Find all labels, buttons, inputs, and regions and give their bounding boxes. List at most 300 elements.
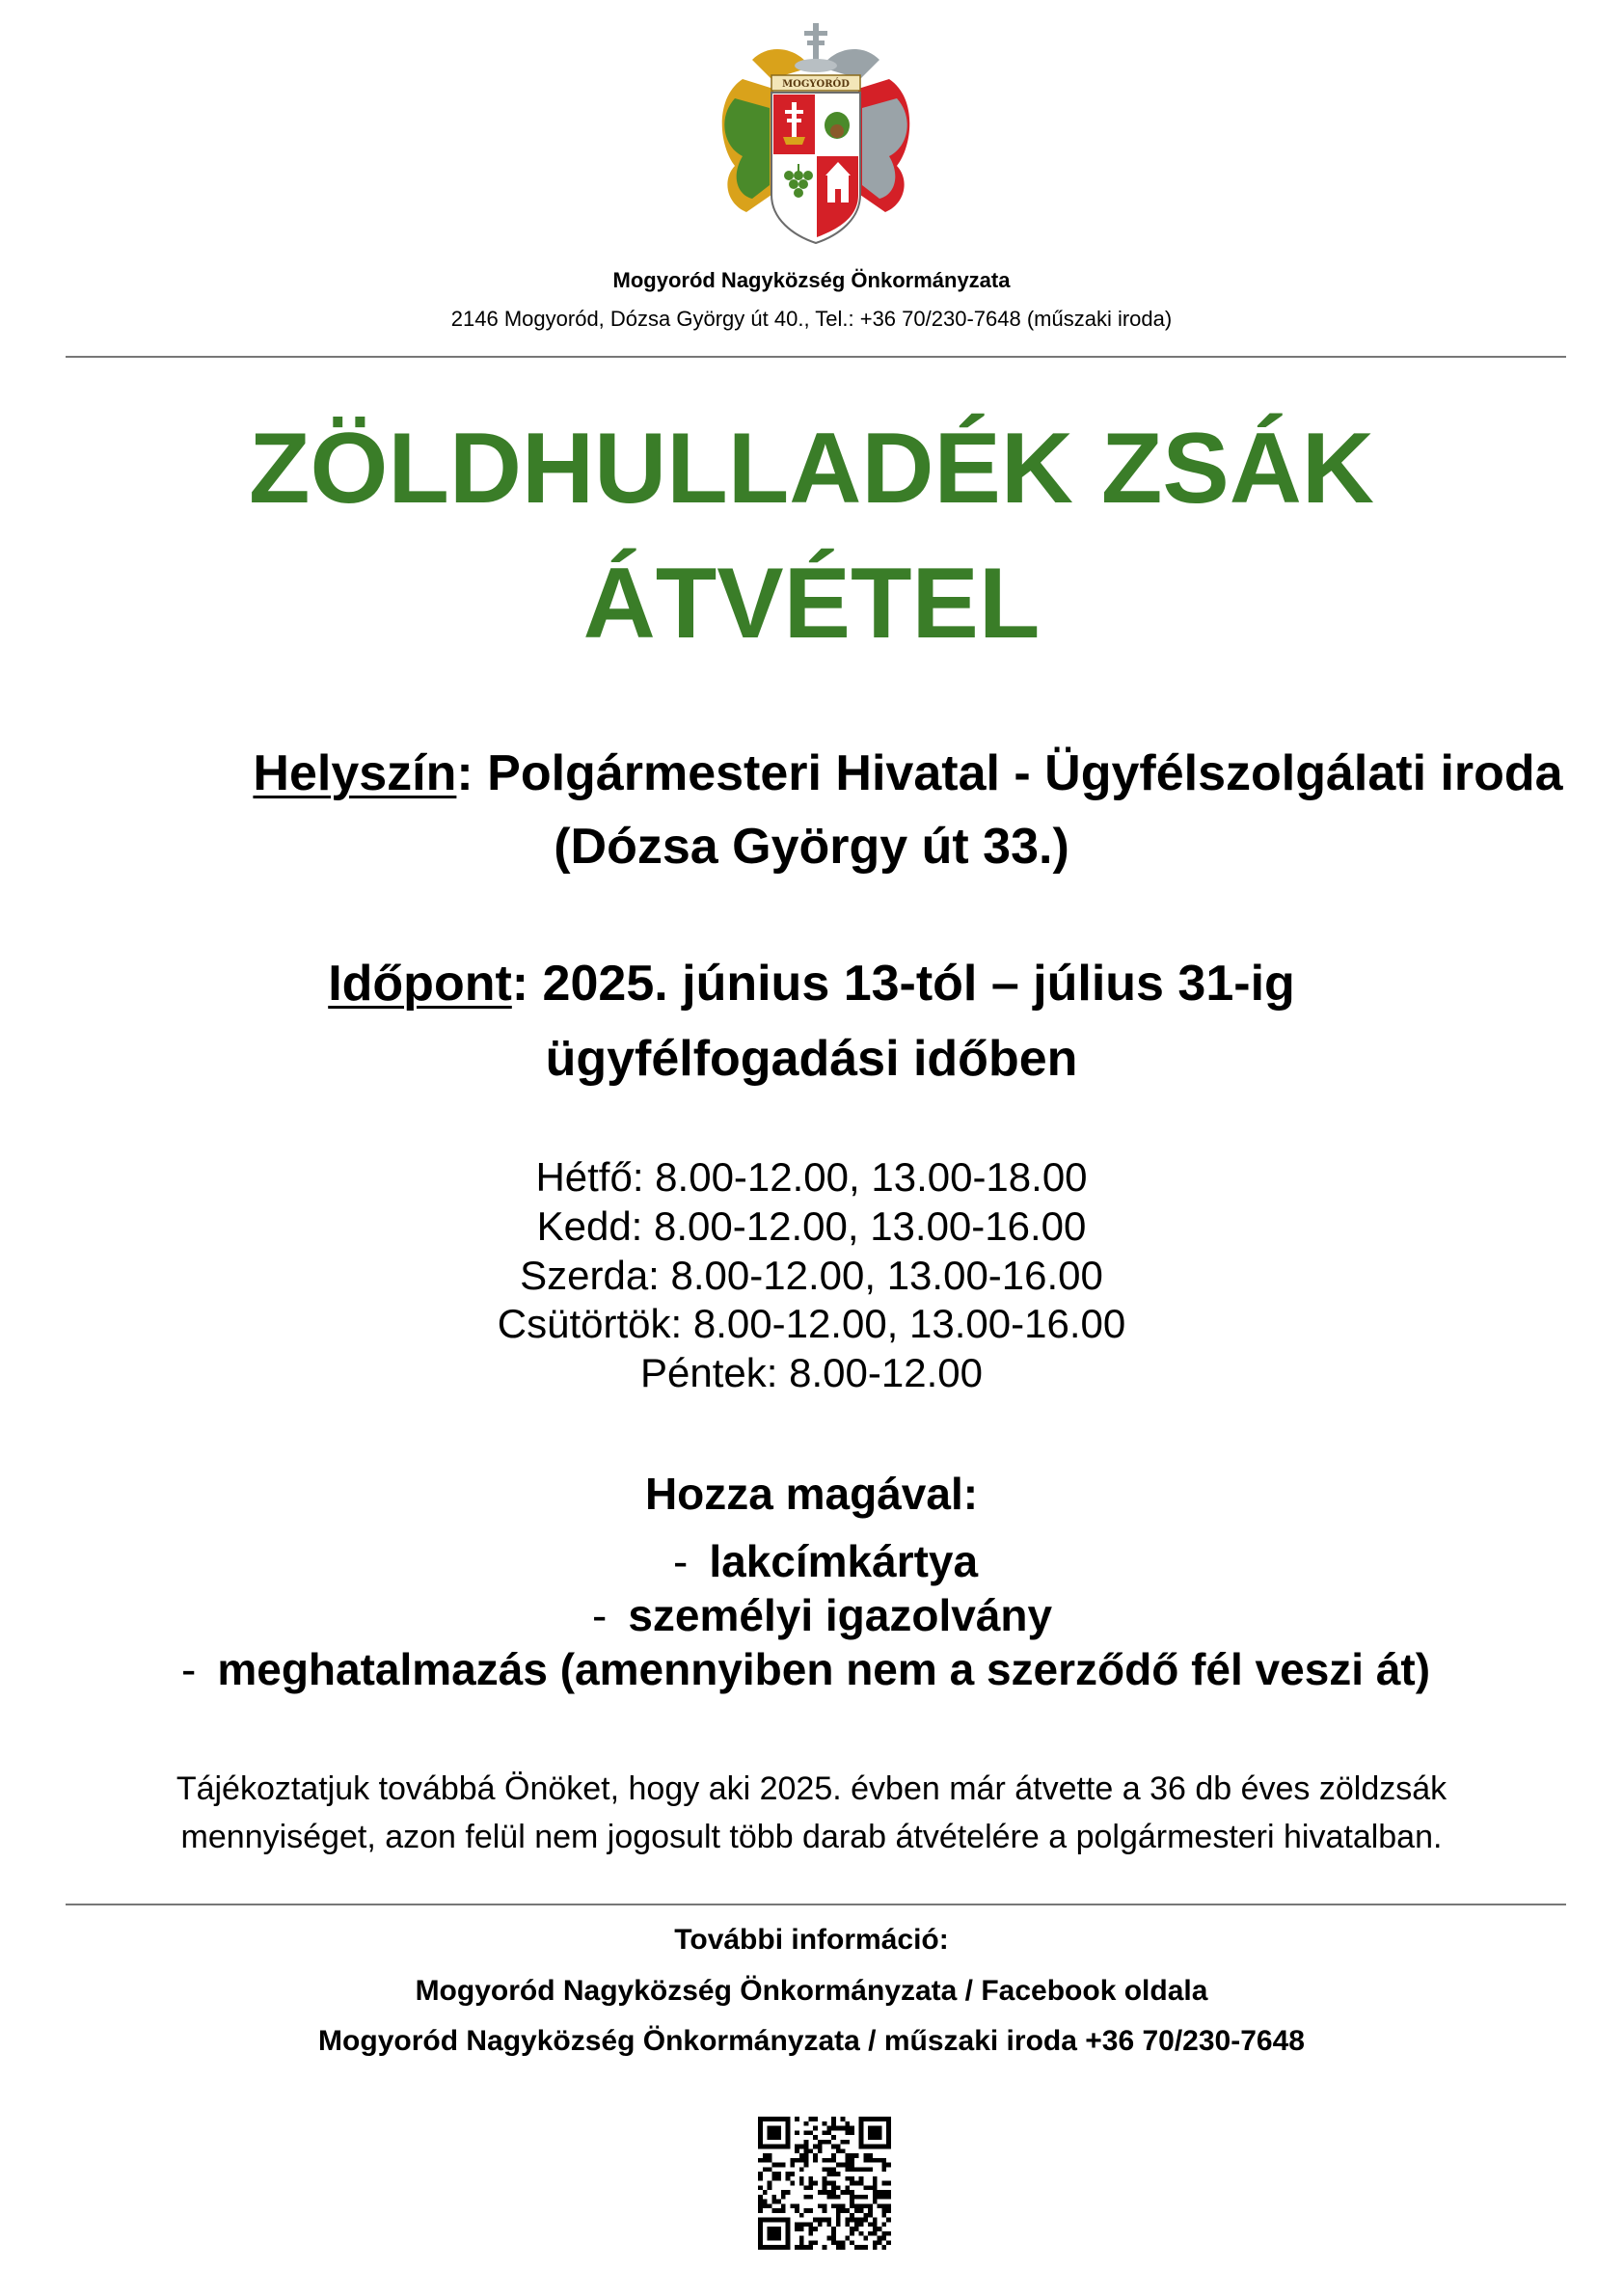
qr-module [758,2240,763,2245]
qr-module [873,2200,878,2204]
qr-module [841,2148,846,2153]
qr-module [799,2236,804,2241]
bring-item [673,1536,979,1586]
qr-module [836,2126,841,2131]
qr-module [836,2208,841,2213]
qr-module [881,2190,886,2195]
qr-module [804,2195,809,2200]
qr-module [886,2208,891,2213]
qr-module [845,2126,850,2131]
coat-of-arms-icon [714,21,918,245]
qr-module [790,2172,795,2176]
qr-module [781,2117,786,2121]
qr-module [768,2185,772,2190]
qr-module [868,2213,873,2218]
qr-module [804,2245,809,2250]
qr-module [804,2130,809,2135]
bring-item [181,1644,1431,1694]
organization-address: 2146 Mogyoród, Dózsa György út 40., Tel.: +36 70/230-7648 (műszaki iroda) [450,307,1173,331]
qr-module [863,2245,868,2250]
bring-item-text: lakcímkártya [709,1536,979,1586]
qr-module [826,2130,831,2135]
qr-module [841,2163,846,2168]
qr-module [881,2163,886,2168]
qr-module [831,2203,836,2208]
qr-module [808,2240,813,2245]
qr-module [863,2158,868,2163]
qr-module [763,2145,768,2149]
qr-module [795,2227,799,2231]
qr-module [776,2172,781,2176]
qr-module [823,2140,827,2145]
qr-module [868,2126,873,2131]
qr-module [804,2222,809,2227]
qr-module [850,2158,854,2163]
qr-module [826,2181,831,2186]
qr-module [859,2231,864,2236]
qr-module [813,2240,818,2245]
bring-item [592,1590,1053,1640]
qr-module [768,2181,772,2186]
location-address: (Dózsa György út 33.) [554,819,1069,875]
qr-module [758,2121,763,2126]
qr-module [878,2236,882,2241]
location-value: : Polgármesteri Hivatal - Ügyfélszolgálati iroda [456,745,1563,801]
qr-module [881,2158,886,2163]
qr-module [823,2218,827,2223]
qr-module [763,2203,768,2208]
qr-module [795,2245,799,2250]
qr-module [823,2181,827,2186]
qr-module [768,2245,772,2250]
qr-module [836,2218,841,2223]
qr-module [850,2167,854,2172]
qr-module [831,2167,836,2172]
qr-module [808,2222,813,2227]
qr-module [850,2163,854,2168]
qr-module [873,2245,878,2250]
location-line [96,745,1623,801]
qr-module [850,2200,854,2204]
qr-module [881,2145,886,2149]
qr-module [878,2145,882,2149]
qr-code-icon[interactable] [758,2117,891,2250]
hours-thursday: Csütörtök: 8.00-12.00, 13.00-16.00 [497,1301,1126,1346]
qr-module [799,2158,804,2163]
qr-module [863,2213,868,2218]
qr-module [859,2167,864,2172]
footer-heading: További információ: [674,1924,949,1956]
qr-module [813,2158,818,2163]
qr-module [804,2140,809,2145]
qr-module [808,2130,813,2135]
qr-module [886,2203,891,2208]
qr-module [841,2240,846,2245]
crest-banner-text: MOGYORÓD [782,79,850,90]
qr-module [868,2145,873,2149]
qr-module [771,2130,776,2135]
qr-module [768,2218,772,2223]
bottom-divider [66,1904,1566,1905]
qr-module [845,2176,850,2181]
qr-module [845,2185,850,2190]
qr-module [873,2227,878,2231]
qr-module [845,2158,850,2163]
qr-module [831,2126,836,2131]
qr-module [845,2222,850,2227]
qr-module [781,2218,786,2223]
qr-module [845,2167,850,2172]
qr-module [841,2208,846,2213]
qr-module [845,2208,850,2213]
qr-module [850,2190,854,2195]
qr-module [786,2231,791,2236]
qr-module [863,2195,868,2200]
qr-module [823,2185,827,2190]
qr-module [826,2222,831,2227]
qr-module [886,2140,891,2145]
qr-module [804,2153,809,2158]
qr-module [826,2218,831,2223]
qr-module [808,2195,813,2200]
qr-module [808,2181,813,2186]
qr-module [854,2203,859,2208]
qr-module [878,2130,882,2135]
qr-module [776,2218,781,2223]
qr-module [881,2195,886,2200]
qr-module [799,2153,804,2158]
qr-module [881,2181,886,2186]
footer-office: Mogyoród Nagyközség Önkormányzata / műszaki iroda +36 70/230-7648 [318,2025,1305,2057]
qr-module [804,2185,809,2190]
qr-module [826,2167,831,2172]
qr-module [859,2181,864,2186]
qr-module [886,2163,891,2168]
qr-module [808,2176,813,2181]
qr-module [881,2245,886,2250]
qr-module [818,2148,823,2153]
qr-module [781,2245,786,2250]
qr-module [799,2145,804,2149]
qr-module [859,2176,864,2181]
qr-module [786,2222,791,2227]
qr-module [799,2227,804,2231]
qr-module [878,2227,882,2231]
qr-module [776,2208,781,2213]
qr-module [758,2218,763,2223]
hours-tuesday: Kedd: 8.00-12.00, 13.00-16.00 [536,1203,1087,1249]
bring-item-text: személyi igazolvány [628,1590,1053,1640]
qr-module [886,2240,891,2245]
qr-module [823,2245,827,2250]
qr-module [804,2158,809,2163]
qr-module [868,2167,873,2172]
qr-module [758,2126,763,2131]
qr-module [790,2181,795,2186]
qr-module [781,2190,786,2195]
qr-module [831,2121,836,2126]
bring-title: Hozza magával: [644,1469,979,1519]
qr-module [868,2158,873,2163]
time-value: : 2025. június 13-tól – július 31-ig [511,956,1295,1012]
qr-module [878,2203,882,2208]
qr-module [776,2117,781,2121]
qr-module [813,2117,818,2121]
qr-module [795,2208,799,2213]
qr-module [776,2245,781,2250]
qr-module [854,2227,859,2231]
qr-module [836,2195,841,2200]
qr-module [776,2176,781,2181]
qr-module [850,2227,854,2231]
qr-module [841,2190,846,2195]
qr-module [776,2231,781,2236]
qr-module [831,2227,836,2231]
qr-module [831,2240,836,2245]
qr-module [758,2227,763,2231]
qr-module [886,2117,891,2121]
qr-module [804,2121,809,2126]
qr-module [859,2140,864,2145]
hours-friday: Péntek: 8.00-12.00 [640,1350,983,1395]
qr-module [878,2195,882,2200]
qr-module [781,2203,786,2208]
qr-module [873,2240,878,2245]
qr-module [799,2213,804,2218]
qr-module [771,2163,776,2168]
qr-module [868,2203,873,2208]
qr-module [886,2190,891,2195]
qr-module [845,2153,850,2158]
qr-module [776,2163,781,2168]
qr-module [771,2135,776,2140]
qr-module [886,2130,891,2135]
qr-module [836,2240,841,2245]
qr-module [845,2163,850,2168]
qr-module [826,2190,831,2195]
qr-module [859,2203,864,2208]
bullet-dash: - [592,1590,608,1640]
qr-module [854,2195,859,2200]
qr-module [818,2190,823,2195]
qr-module [790,2163,795,2168]
qr-module [850,2240,854,2245]
qr-module [886,2181,891,2186]
qr-module [758,2245,763,2250]
qr-module [863,2185,868,2190]
location-label: Helyszín [253,745,457,801]
qr-module [795,2222,799,2227]
qr-module [881,2236,886,2241]
qr-module [813,2227,818,2231]
qr-module [868,2135,873,2140]
qr-module [771,2200,776,2204]
qr-module [850,2181,854,2186]
qr-module [845,2218,850,2223]
qr-module [804,2148,809,2153]
organization-name: Mogyoród Nagyközség Önkormányzata [612,268,1011,292]
qr-module [795,2158,799,2163]
qr-module [813,2181,818,2186]
top-divider [66,356,1566,358]
qr-module [758,2135,763,2140]
qr-module [841,2117,846,2121]
qr-module [768,2227,772,2231]
qr-module [868,2222,873,2227]
qr-module [768,2231,772,2236]
qr-module [771,2172,776,2176]
qr-module [808,2227,813,2231]
qr-module [768,2153,772,2158]
qr-module [850,2231,854,2236]
notice-line2: mennyiséget, azon felül nem jogosult több darab átvételére a polgármesteri hivatalban. [180,1819,1443,1855]
qr-module [850,2218,854,2223]
qr-module [850,2203,854,2208]
qr-module [886,2126,891,2131]
qr-module [881,2203,886,2208]
qr-module [795,2117,799,2121]
qr-module [831,2153,836,2158]
qr-module [786,2140,791,2145]
qr-module [823,2203,827,2208]
qr-module [836,2145,841,2149]
qr-module [786,2121,791,2126]
qr-module [868,2117,873,2121]
qr-module [886,2218,891,2223]
qr-module [886,2231,891,2236]
qr-module [786,2130,791,2135]
qr-module [776,2135,781,2140]
qr-module [823,2190,827,2195]
qr-module [771,2227,776,2231]
qr-module [863,2167,868,2172]
qr-module [845,2236,850,2241]
qr-module [771,2176,776,2181]
page-title-line2: ÁTVÉTEL [582,548,1041,660]
qr-module [826,2158,831,2163]
qr-module [859,2208,864,2213]
qr-module [818,2140,823,2145]
qr-module [854,2245,859,2250]
qr-module [854,2181,859,2186]
qr-module [836,2213,841,2218]
qr-module [854,2153,859,2158]
qr-module [831,2117,836,2121]
qr-module [873,2135,878,2140]
qr-module [768,2117,772,2121]
qr-module [776,2126,781,2131]
qr-module [831,2185,836,2190]
qr-module [763,2153,768,2158]
qr-module [886,2145,891,2149]
qr-module [878,2240,882,2245]
qr-module [799,2240,804,2245]
footer-facebook: Mogyoród Nagyközség Önkormányzata / Facebook oldala [415,1975,1208,2007]
qr-module [823,2208,827,2213]
qr-module [786,2126,791,2131]
qr-module [786,2240,791,2245]
qr-module [808,2148,813,2153]
qr-module [758,2231,763,2236]
qr-module [758,2200,763,2204]
qr-module [758,2172,763,2176]
qr-module [881,2213,886,2218]
qr-module [850,2130,854,2135]
qr-module [768,2236,772,2241]
qr-module [795,2203,799,2208]
qr-module [845,2140,850,2145]
qr-module [781,2145,786,2149]
qr-module [863,2236,868,2241]
qr-module [808,2117,813,2121]
qr-module [873,2231,878,2236]
qr-module [863,2117,868,2121]
qr-module [758,2176,763,2181]
qr-module [886,2121,891,2126]
qr-module [845,2190,850,2195]
qr-module [786,2190,791,2195]
qr-module [854,2167,859,2172]
qr-module [873,2185,878,2190]
qr-module [823,2121,827,2126]
qr-module [768,2145,772,2149]
page-title-line1: ZÖLDHULLADÉK ZSÁK [248,413,1374,525]
qr-module [881,2231,886,2236]
qr-module [799,2181,804,2186]
qr-module [768,2130,772,2135]
qr-module [881,2222,886,2227]
qr-module [836,2163,841,2168]
qr-module [873,2190,878,2195]
qr-module [763,2158,768,2163]
qr-module [886,2195,891,2200]
qr-module [786,2227,791,2231]
qr-module [886,2135,891,2140]
notice-line1: Tájékoztatjuk továbbá Önöket, hogy aki 2025. évben már átvette a 36 db éves zöldzsák [176,1770,1447,1807]
bullet-dash: - [673,1536,689,1586]
qr-module [831,2231,836,2236]
qr-module [771,2126,776,2131]
qr-module [781,2195,786,2200]
qr-module [826,2140,831,2145]
qr-module [758,2145,763,2149]
qr-module [818,2203,823,2208]
qr-module [836,2203,841,2208]
qr-module [826,2126,831,2131]
qr-module [831,2158,836,2163]
qr-module [768,2203,772,2208]
qr-module [758,2208,763,2213]
qr-module [771,2231,776,2236]
qr-module [795,2130,799,2135]
qr-module [771,2208,776,2213]
qr-module [873,2176,878,2181]
qr-module [863,2203,868,2208]
qr-module [763,2245,768,2250]
qr-module [831,2195,836,2200]
qr-module [799,2245,804,2250]
qr-module [863,2145,868,2149]
qr-module [795,2145,799,2149]
qr-module [781,2163,786,2168]
qr-module [863,2153,868,2158]
qr-module [763,2190,768,2195]
qr-module [859,2145,864,2149]
qr-module [850,2126,854,2131]
qr-module [859,2245,864,2250]
qr-module [831,2181,836,2186]
qr-module [873,2126,878,2131]
